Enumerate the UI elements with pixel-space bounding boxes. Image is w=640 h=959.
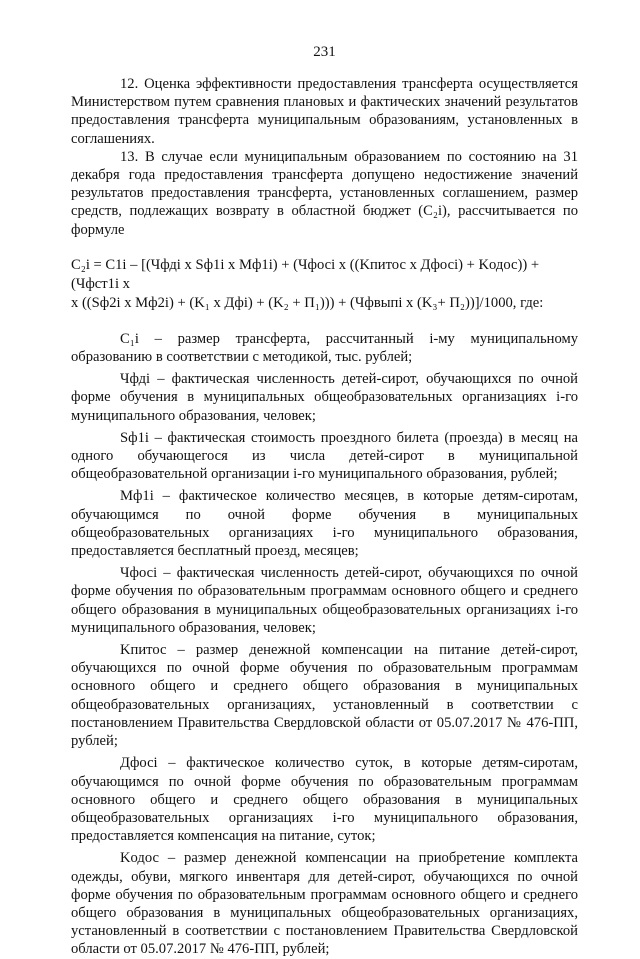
page-number: 231 xyxy=(313,44,336,60)
definition-mf1: Mф1i – фактическое количество месяцев, в которые детям-сиротам, обучающимся по очной форме обучения в муниципальных общеобразовательных организациях i-го муниципального образования, предоставляется бесплатный проезд, месяцев; xyxy=(71,488,578,560)
definition-chfd: Чфдi – фактическая численность детей-сирот, обучающихся по очной форме обучения в муниципальных общеобразовательных организациях i-го муниципального образования, человек; xyxy=(71,371,578,424)
paragraph-13: 13. В случае если муниципальным образованием по состоянию на 31 декабря года предоставления трансферта допущено недостижение значений результатов предоставления трансферта, установленных соглашением, размер средств, подлежащих возврату в областной бюджет (C₂i), рассчитывается по формуле xyxy=(71,148,578,238)
definition-kodos: Kодос – размер денежной компенсации на приобретение комплекта одежды, обуви, мягкого инвентаря для детей-сирот, обучающихся по очной форме обучения по образовательным программам основного общего и среднего общего образования в муниципальных общеобразовательных организациях, установленный в соответствии с постановлением Правительства Свердловской области от 05.07.2017 № 476-ПП, рублей; xyxy=(71,850,578,958)
formula-line-2: x ((Sф2i x Mф2i) + (K₁ x Дфi) + (K₂ + П₁))) + (Чфвыпi x (K₃+ П₂))]/1000, где: xyxy=(71,294,544,311)
formula-line-1: C₂i = C1i – [(Чфдi x Sф1i x Mф1i) + (Чфосi x ((Kпитос x Дфосi) + Kодос)) + (Чфст1i x xyxy=(71,256,540,292)
formula xyxy=(71,256,578,313)
definition-chfos: Чфосi – фактическая численность детей-сирот, обучающихся по очной форме обучения по образовательным программам основного общего и среднего общего образования в муниципальных общеобразовательных организациях i-го муниципального образования, человек; xyxy=(71,565,578,636)
paragraph-12: 12. Оценка эффективности предоставления трансферта осуществляется Министерством путем сравнения плановых и фактических значений результатов предоставления трансферта муниципальным образованиям, установленных в соглашениях. xyxy=(71,76,578,147)
definition-kpitos: Kпитос – размер денежной компенсации на питание детей-сирот, обучающихся по очной форме обучения по образовательным программам основного общего и среднего общего образования в муниципальных общеобразовательных организациях, установленный в соответствии с постановлением Правительства Свердловской области от 05.07.2017 № 476-ПП, рублей; xyxy=(71,642,578,750)
definition-c1i: C₁i – размер трансферта, рассчитанный i-му муниципальному образованию в соответствии с методикой, тыс. рублей; xyxy=(71,330,578,366)
definition-sf1: Sф1i – фактическая стоимость проездного билета (проезда) в месяц на одного обучающегося из числа детей-сирот в муниципальной общеобразовательной организации i-го муниципального образования, рублей; xyxy=(71,429,578,483)
definition-dfos: Дфосi – фактическое количество суток, в которые детям-сиротам, обучающимся по очной форме обучения по образовательным программам основного общего и среднего общего образования в муниципальных общеобразовательных организациях i-го муниципального образования, предоставляется компенсация на питание, суток; xyxy=(71,755,578,845)
